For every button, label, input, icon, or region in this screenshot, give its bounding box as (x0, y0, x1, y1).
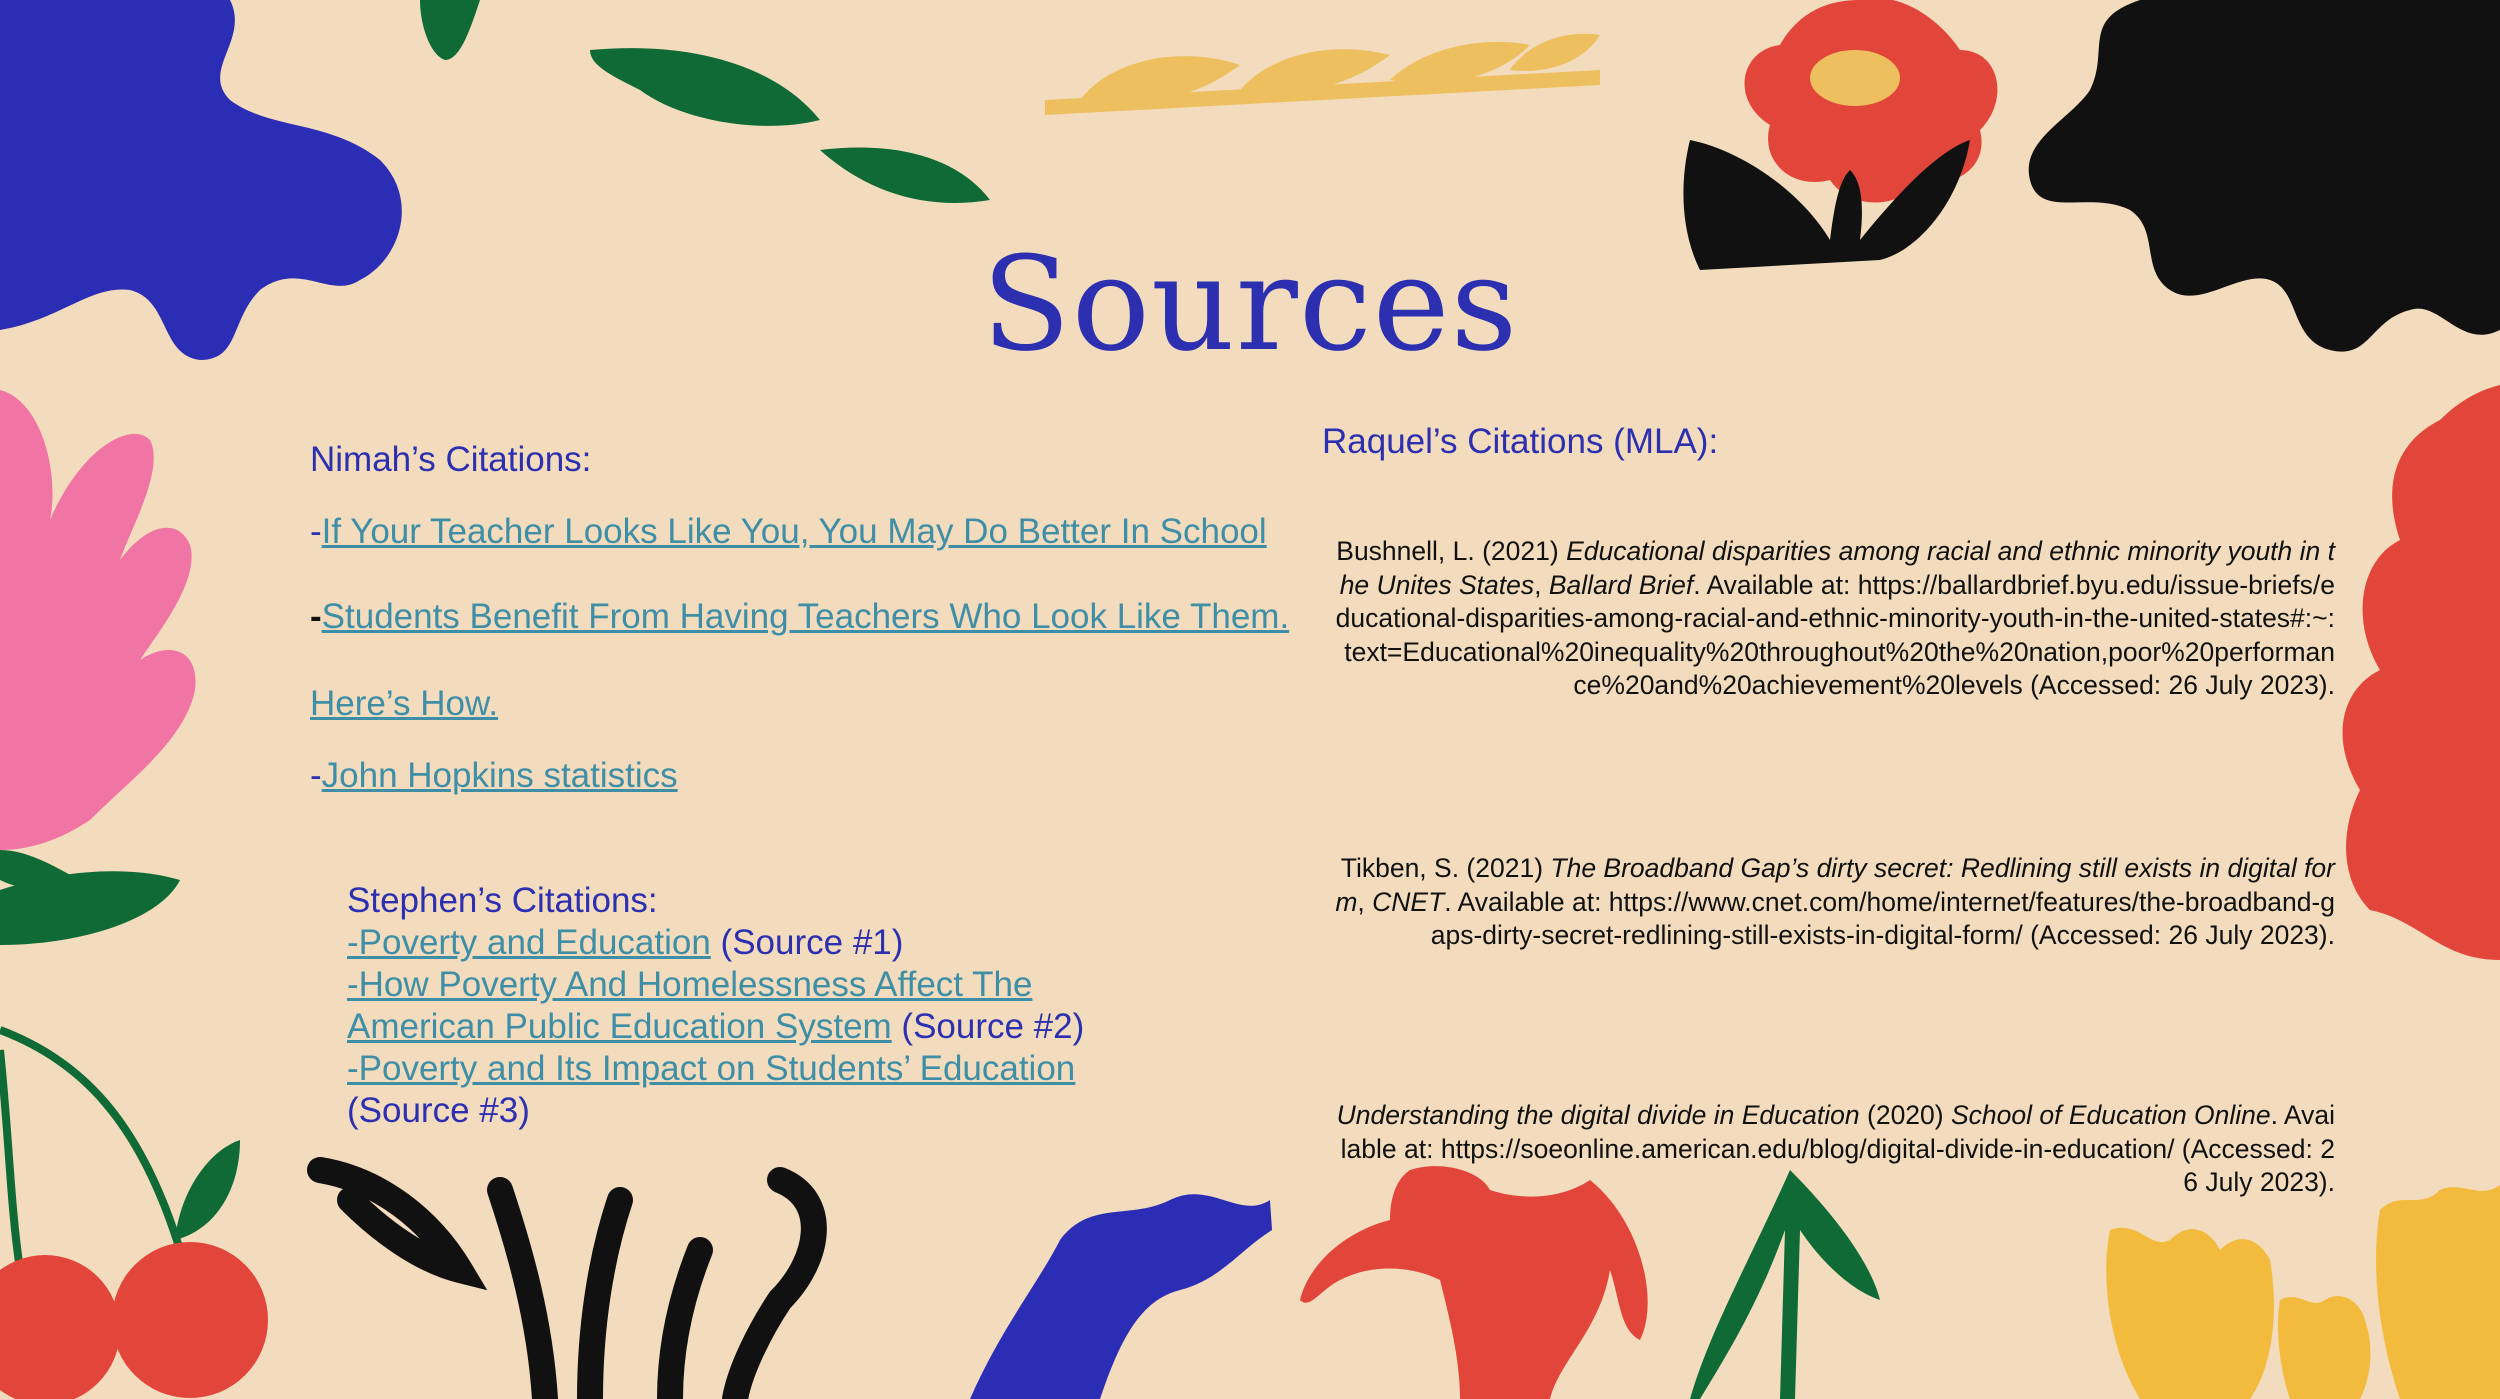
citation-details: . Available at: https://soeonline.american.edu/blog/digital-divide-in-education/ (Accessed: 26 July 2023). (1340, 1100, 2335, 1197)
cherry-stems (0, 1030, 180, 1270)
citation-title: Understanding the digital divide in Education (1336, 1100, 1860, 1130)
citation-author: Tikben, S. (2021) (1340, 853, 1551, 883)
green-leaf-2 (590, 48, 820, 126)
green-leaf-left (0, 871, 180, 945)
link-poverty-and-education[interactable]: -Poverty and Education (347, 923, 711, 962)
page-title: Sources (981, 228, 1519, 380)
pink-flower (0, 390, 196, 850)
green-plant-bottom (1690, 1170, 1880, 1399)
green-leaf-3 (820, 147, 990, 203)
cherry-leaf (175, 1140, 240, 1240)
link-american-public-education[interactable]: American Public Education System (347, 1007, 892, 1046)
link-heres-how[interactable]: Here’s How. (310, 684, 499, 723)
source-label: (Source #1) (710, 923, 904, 962)
nimah-link-item-1 (310, 512, 1267, 552)
citation-source: CNET (1372, 886, 1445, 917)
stephen-item-2-cont (347, 1006, 1084, 1048)
yellow-tulip-1 (2106, 1228, 2274, 1399)
citation-title: The Broadband Gap’s dirty secret: Redlining still exists in digital form (1335, 853, 2335, 917)
nimah-link-item-2-cont (310, 684, 498, 724)
blue-wave (970, 1194, 1272, 1399)
yellow-tulip-3 (2376, 1185, 2500, 1399)
dash-prefix: - (310, 512, 322, 551)
stephen-item-3-source: (Source #3) (347, 1091, 530, 1130)
link-john-hopkins-statistics[interactable]: John Hopkins statistics (321, 756, 678, 795)
link-students-benefit[interactable]: Students Benefit From Having Teachers Who Look Like Them. (321, 597, 1290, 636)
cherry-2 (112, 1242, 268, 1398)
nimah-citations-heading: Nimah’s Citations: (310, 440, 592, 479)
citation-digital-divide (1335, 1099, 2335, 1200)
stephen-item-2 (347, 964, 1084, 1006)
yellow-tulip-2 (2278, 1296, 2370, 1399)
citation-source: Ballard Brief (1548, 569, 1694, 600)
citation-source: School of Education Online (1950, 1100, 2271, 1130)
citation-details: . Available at: https://ballardbrief.byu.edu/issue-briefs/educational-disparities-among-racial-and-ethnic-minority-youth-in-the-united-states#:~:text=Educational%20inequality%20throughout%20the%20nation,poor%20performance%20and%20achievement%20levels (Accessed: 26 July 2023). (1335, 569, 2335, 700)
stephen-citations-block (347, 880, 1084, 1132)
raquel-citations-heading: Raquel’s Citations (MLA): (1322, 422, 1719, 461)
dash-prefix: - (310, 756, 322, 795)
nimah-link-item-2 (310, 597, 1289, 637)
link-teacher-looks-like-you[interactable]: If Your Teacher Looks Like You, You May Do Better In School (321, 512, 1267, 551)
source-label: (Source #2) (891, 1007, 1085, 1046)
link-poverty-homelessness[interactable]: -How Poverty And Homelessness Affect The (347, 965, 1033, 1004)
red-cutout-right (2343, 385, 2500, 960)
red-dancer (1300, 1166, 1648, 1399)
nimah-link-item-3 (310, 756, 678, 796)
citation-separator: , (1534, 569, 1549, 600)
black-seaweed (320, 1170, 814, 1399)
citation-separator: (2020) (1859, 1100, 1951, 1130)
citation-tikben (1335, 852, 2335, 953)
link-poverty-impact-students[interactable]: -Poverty and Its Impact on Students’ Education (347, 1049, 1076, 1088)
citation-bushnell (1335, 535, 2335, 703)
citation-details: . Available at: https://www.cnet.com/home/internet/features/the-broadband-gaps-dirty-secret-redlining-still-exists-in-digital-form/ (Accessed: 26 July 2023). (1430, 886, 2335, 950)
citation-title: Educational disparities among racial and ethnic minority youth in the Unites States (1339, 536, 2335, 600)
cherry-1 (0, 1255, 120, 1399)
stephen-citations-heading: Stephen’s Citations: (347, 881, 658, 920)
stephen-item-1 (347, 922, 1084, 964)
citation-author: Bushnell, L. (2021) (1336, 536, 1567, 566)
dash-prefix: - (310, 597, 322, 636)
citation-separator: , (1357, 886, 1373, 917)
stephen-item-3 (347, 1048, 1084, 1090)
green-leaf-1 (420, 0, 480, 60)
